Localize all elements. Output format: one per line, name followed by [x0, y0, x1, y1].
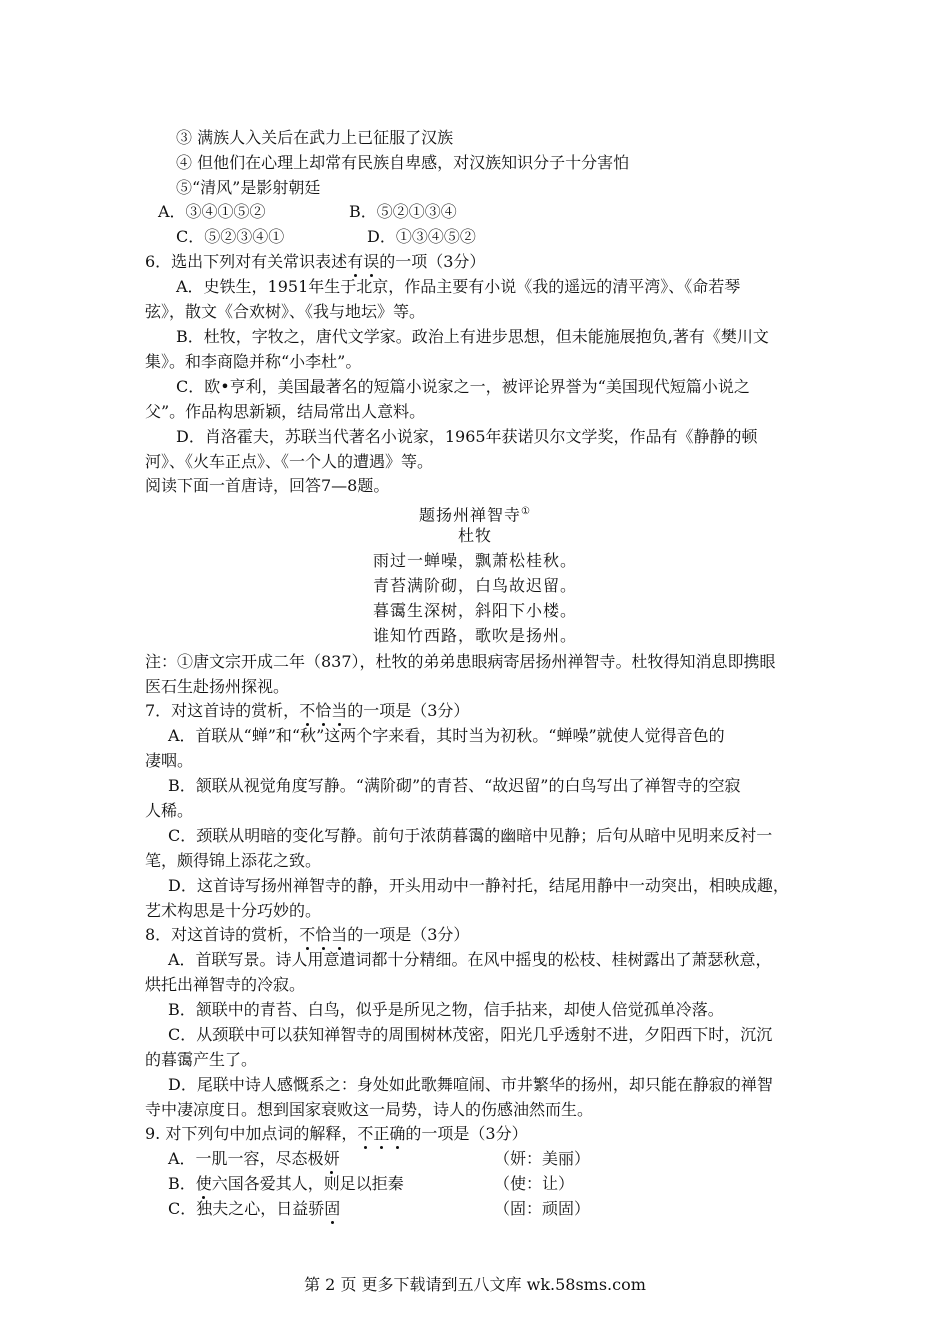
q9-option-c-dotted: 固 [324, 1197, 340, 1221]
q7-option-b-line2: 人稀。 [145, 801, 194, 820]
q7-option-c-line1: C．颈联从明暗的变化写静。前句于浓荫暮霭的幽暗中见静；后句从暗中见明来反衬一 [168, 826, 773, 845]
q9-option-b-text: B． [168, 1174, 196, 1193]
q7-dotted-char: 不 [299, 699, 315, 723]
q6-option-a-line1: A．史铁生，1951年生于北京，作品主要有小说《我的遥远的清平湾》、《命若琴 [176, 277, 741, 296]
q5-item-3: ③ 满族人入关后在武力上已征服了汉族 [176, 128, 454, 147]
q7-option-a-line2: 凄咽。 [145, 751, 194, 770]
poem-note-line1: 注：①唐文宗开成二年（837），杜牧的弟弟患眼病寄居扬州禅智寺。杜牧得知消息即携眼 [145, 652, 776, 671]
poem-line-3: 暮霭生深树，斜阳下小楼。 [372, 601, 577, 620]
q8-dotted-char: 当 [331, 923, 347, 947]
q9-option-b-dotted: 使 [196, 1172, 212, 1196]
q7-option-b-line1: B．颔联从视觉角度写静。“满阶砌”的青苔、“故迟留”的白鸟写出了禅智寺的空寂 [168, 776, 741, 795]
q9-stem-text: 9. 对下列句中加点词的解释， [145, 1124, 358, 1143]
q8-stem [145, 923, 469, 947]
poem-line-1: 雨过一蝉噪，飘萧松桂秋。 [372, 551, 577, 570]
q9-dotted-char: 不 [357, 1122, 373, 1146]
q5-option-b: B．⑤②①③④ [349, 202, 457, 221]
reading-intro: 阅读下面一首唐诗，回答7—8题。 [145, 476, 390, 495]
q9-option-a [168, 1147, 340, 1171]
q8-option-a-line1: A．首联写景。诗人用意遣词都十分精细。在风中摇曳的松枝、桂树露出了萧瑟秋意， [168, 950, 772, 969]
q7-dotted-char: 当 [331, 699, 347, 723]
q7-dotted-char: 恰 [315, 699, 331, 723]
q5-item-4: ④ 但他们在心理上却常有民族自卑感，对汉族知识分子十分害怕 [176, 153, 630, 172]
q5-option-a: A．③④①⑤② [158, 202, 266, 221]
q6-option-d-line1: D．肖洛霍夫，苏联当代著名小说家，1965年获诺贝尔文学奖，作品有《静静的顿 [176, 427, 758, 446]
poem-note-line2: 医石生赴扬州探视。 [145, 677, 290, 696]
q7-stem [145, 699, 469, 723]
q6-option-d-line2: 河》、《火车正点》、《一个人的遭遇》等。 [145, 452, 434, 471]
q5-item-5: ⑤“清风”是影射朝廷 [176, 178, 321, 197]
q6-stem-text: 的一项（3分） [379, 252, 486, 271]
q8-option-b-line1: B．颔联中的青苔、白鸟，似乎是所见之物，信手拈来，却使人倍觉孤单冷落。 [168, 1000, 724, 1019]
q8-stem-text: 的一项是（3分） [347, 925, 470, 944]
q9-stem [145, 1122, 528, 1146]
q7-option-a-line1: A．首联从“蝉”和“秋”这两个字来看，其时当为初秋。“蝉噪”就使人觉得音色的 [168, 726, 725, 745]
q8-dotted-char: 恰 [315, 923, 331, 947]
q7-option-c-line2: 笔，颇得锦上添花之致。 [145, 851, 322, 870]
q6-option-b-line2: 集》。和李商隐并称“小李杜”。 [145, 352, 362, 371]
q6-option-c-line1: C．欧•亨利，美国最著名的短篇小说家之一，被评论界誉为“美国现代短篇小说之 [176, 377, 750, 396]
poem-title-text: 题扬州禅智寺 [419, 505, 522, 525]
q8-option-a-line2: 烘托出禅智寺的冷寂。 [145, 975, 306, 994]
q8-option-c-line1: C．从颈联中可以获知禅智寺的周围树林茂密，阳光几乎透射不进，夕阳西下时，沉沉 [168, 1025, 773, 1044]
q6-stem-text: 6．选出下列对有关常识表述 [145, 252, 348, 271]
q5-option-d: D．①③④⑤② [367, 227, 476, 246]
poem-note-mark: ① [521, 506, 531, 517]
poem-author: 杜牧 [457, 526, 492, 545]
q8-option-c-line2: 的暮霭产生了。 [145, 1050, 258, 1069]
q8-dotted-char: 不 [299, 923, 315, 947]
poem-line-4: 谁知竹西路，歌吹是扬州。 [372, 626, 577, 645]
q9-option-b [168, 1172, 404, 1196]
q9-stem-text: 的一项是（3分） [405, 1124, 528, 1143]
q8-stem-text: 8．对这首诗的赏析， [145, 925, 300, 944]
q9-option-b-answer: （使：让） [494, 1174, 575, 1193]
q6-dotted-char: 误 [363, 250, 379, 274]
q7-option-d-line2: 艺术构思是十分巧妙的。 [145, 901, 322, 920]
q7-option-d-line1: D．这首诗写扬州禅智寺的静，开头用动中一静衬托，结尾用静中一动突出，相映成趣， [168, 876, 789, 895]
q6-stem [145, 250, 485, 274]
q6-option-b-line1: B．杜牧，字牧之，唐代文学家。政治上有进步思想，但未能施展抱负,著有《樊川文 [176, 327, 769, 346]
q9-option-c [168, 1197, 340, 1221]
q8-option-d-line2: 寺中凄凉度日。想到国家衰败这一局势，诗人的伤感油然而生。 [145, 1100, 594, 1119]
q9-option-a-text: A．一肌一容，尽态极 [168, 1149, 324, 1168]
q9-option-a-dotted: 妍 [324, 1147, 340, 1171]
q7-stem-text: 7．对这首诗的赏析， [145, 701, 300, 720]
q8-option-d-line1: D．尾联中诗人感慨系之：身处如此歌舞喧闹、市井繁华的扬州，却只能在静寂的禅智 [168, 1075, 773, 1094]
q9-option-c-answer: （固：顽固） [494, 1199, 591, 1218]
q9-option-c-text: C．独夫之心，日益骄 [168, 1199, 325, 1218]
q9-option-b-text: 六国各爱其人，则足以拒秦 [211, 1174, 404, 1193]
q6-option-c-line2: 父”。作品构思新颖，结局常出人意料。 [145, 402, 426, 421]
poem-line-2: 青苔满阶砌，白鸟故迟留。 [372, 576, 577, 595]
q9-option-a-answer: （妍：美丽） [494, 1149, 591, 1168]
page-footer: 第 2 页 更多下载请到五八文库 wk.58sms.com [304, 1275, 646, 1294]
q5-option-c: C．⑤②③④① [176, 227, 285, 246]
q9-dotted-char: 正 [373, 1122, 389, 1146]
q9-dotted-char: 确 [389, 1122, 405, 1146]
q7-stem-text: 的一项是（3分） [347, 701, 470, 720]
q6-dotted-char: 有 [347, 250, 363, 274]
q6-option-a-line2: 弦》，散文《合欢树》、《我与地坛》等。 [145, 302, 426, 321]
